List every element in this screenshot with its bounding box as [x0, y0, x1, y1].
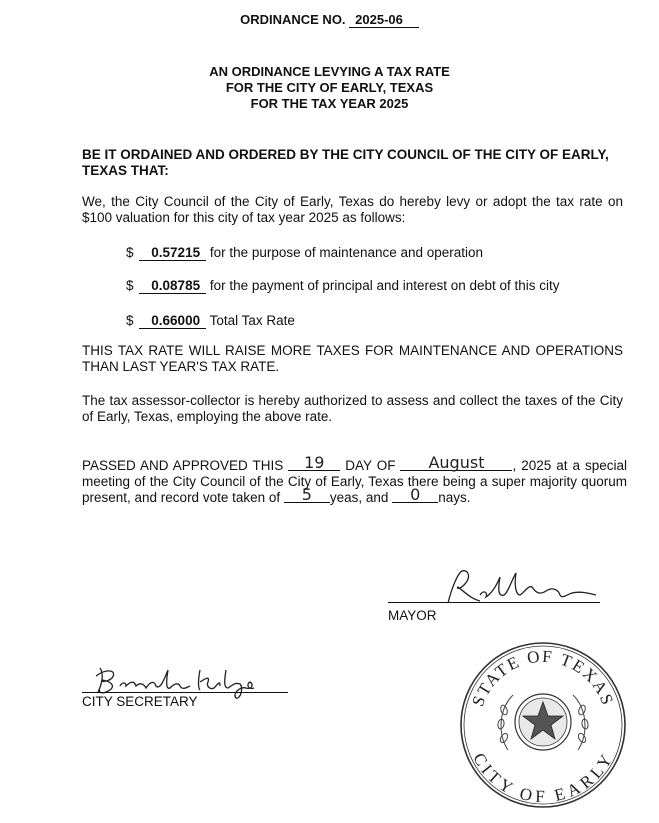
title-line-1: AN ORDINANCE LEVYING A TAX RATE [209, 64, 450, 79]
mayor-signature [428, 565, 608, 610]
secretary-signature-line [82, 692, 288, 693]
rate-row-total [126, 313, 295, 329]
dollar-sign: $ [126, 278, 134, 293]
passed-text-3: , 2025 at a special meeting of the City Council of the City of Early, Texas there being a super majority quorum present, and record vote taken of [82, 458, 627, 505]
month-field: August [400, 456, 512, 471]
seal-bottom-text: CITY OF EARLY [469, 749, 617, 807]
title-line-2: FOR THE CITY OF EARLY, TEXAS [225, 80, 434, 95]
passed-text-5: nays. [438, 490, 471, 505]
rate-purpose: for the payment of principal and interest on debt of this city [209, 278, 560, 293]
tax-increase-notice: THIS TAX RATE WILL RAISE MORE TAXES FOR MAINTENANCE AND OPERATIONS THAN LAST YEAR'S TAX RATE. [82, 343, 623, 374]
rate-value: 0.08785 [139, 278, 206, 294]
mayor-label: MAYOR [388, 608, 437, 623]
passed-text-1: PASSED AND APPROVED THIS [82, 458, 284, 473]
ordinance-number-heading [0, 12, 659, 28]
ordinance-prefix: ORDINANCE NO. [240, 12, 346, 27]
ordinance-number: 2025-06 [349, 13, 419, 28]
dollar-sign: $ [126, 313, 134, 328]
rate-row-debt [126, 278, 560, 294]
ordained-clause: BE IT ORDAINED AND ORDERED BY THE CITY COUNCIL OF THE CITY OF EARLY, TEXAS THAT: [82, 147, 609, 178]
rate-purpose: for the purpose of maintenance and operation [209, 245, 484, 260]
rate-value: 0.66000 [139, 313, 206, 329]
seal-top-text: STATE OF TEXAS [468, 646, 618, 709]
ordinance-title [0, 64, 659, 112]
mayor-signature-line [388, 602, 600, 603]
intro-paragraph: We, the City Council of the City of Early, Texas do hereby levy or adopt the tax rate on $100 valuation for this city of tax year 2025 as follows: [82, 194, 623, 225]
dollar-sign: $ [126, 245, 134, 260]
authorization-paragraph: The tax assessor-collector is hereby authorized to assess and collect the taxes of the City of Early, Texas, employing the above rate. [82, 393, 623, 424]
passed-text-2: DAY OF [345, 458, 396, 473]
day-field: 19 [288, 456, 340, 471]
svg-text:CITY OF EARLY [469, 750, 617, 806]
city-seal-icon [458, 640, 628, 810]
passed-approved-paragraph [82, 453, 627, 506]
title-line-3: FOR THE TAX YEAR 2025 [250, 96, 409, 111]
rate-row-maintenance [126, 245, 483, 261]
rate-purpose: Total Tax Rate [209, 313, 295, 328]
yeas-field: 5 [284, 488, 330, 503]
rate-value: 0.57215 [139, 245, 206, 261]
secretary-label: CITY SECRETARY [82, 694, 198, 709]
passed-text-4: yeas, and [329, 490, 389, 505]
nays-field: 0 [392, 488, 438, 503]
